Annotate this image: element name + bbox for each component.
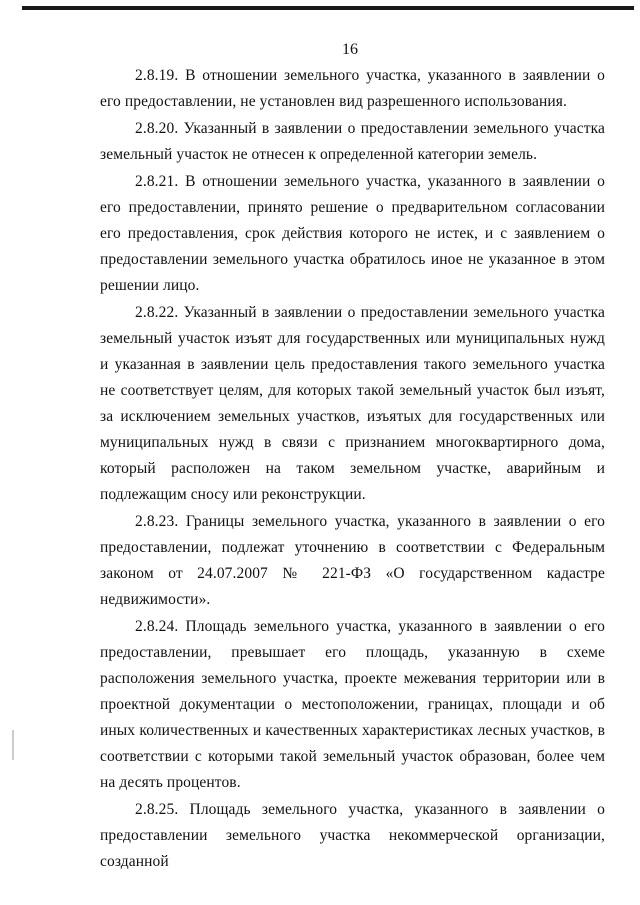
paragraph-2-8-25: 2.8.25. Площадь земельного участка, указанного в заявлении о предоставлении земельного участка некоммерческой организации, созданной [100, 801, 605, 870]
paragraph-2-8-22: 2.8.22. Указанный в заявлении о предоставлении земельного участка земельный участок изъят для государственных или муниципальных нужд и указанная в заявлении цель предоставления такого земельного участка не соответствует целям, для которых такой земельный участок был изъят, за исключением земельных участков, изъятых для государственных или муниципальных нужд в связи с признанием многоквартирного дома, который расположен на таком земельном участке, аварийным и подлежащим сносу или реконструкции. [100, 304, 605, 503]
top-border-rule [22, 6, 634, 10]
document-body [100, 63, 605, 876]
paragraph-2-8-20: 2.8.20. Указанный в заявлении о предоставлении земельного участка земельный участок не отнесен к определенной категории земель. [100, 120, 605, 163]
scan-edge-mark [12, 730, 14, 760]
paragraph-2-8-23: 2.8.23. Границы земельного участка, указанного в заявлении о его предоставлении, подлежат уточнению в соответствии с Федеральным законом от 24.07.2007 № 221-ФЗ «О государственном кадастре недвижимости». [100, 513, 605, 608]
paragraph-2-8-21: 2.8.21. В отношении земельного участка, указанного в заявлении о его предоставлении, принято решение о предварительном согласовании его предоставления, срок действия которого не истек, и с заявлением о предоставлении земельного участка обратилось иное не указанное в этом решении лицо. [100, 173, 605, 294]
page-number: 16 [342, 41, 358, 58]
paragraph-2-8-19: 2.8.19. В отношении земельного участка, указанного в заявлении о его предоставлении, не установлен вид разрешенного использования. [100, 67, 605, 110]
paragraph-2-8-24: 2.8.24. Площадь земельного участка, указанного в заявлении о его предоставлении, превышает его площадь, указанную в схеме расположения земельного участка, проекте межевания территории или в проектной документации о местоположении, границах, площади и об иных количественных и качественных характеристиках лесных участков, в соответствии с которыми такой земельный участок образован, более чем на десять процентов. [100, 618, 605, 791]
